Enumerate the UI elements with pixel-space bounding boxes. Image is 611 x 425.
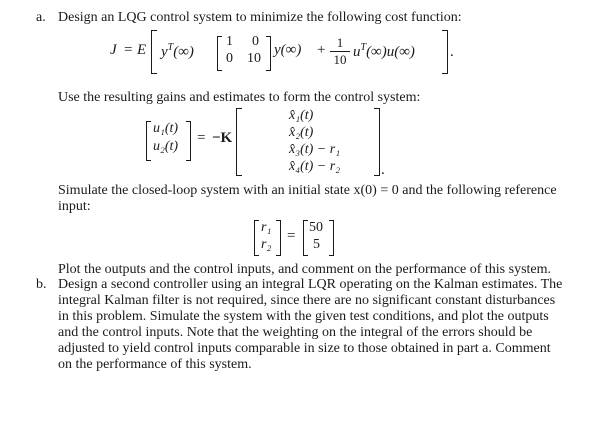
weight-matrix-left [217,36,222,71]
gain-matrix-k: −K [212,130,233,146]
control-eq: = [197,130,206,146]
u-vector-entry: u₂(t) [153,139,179,154]
simulate-line-2: input: [58,199,91,214]
reference-eq: = [287,228,296,244]
weight-matrix-cell: 0 [252,34,259,49]
r-vector-left [254,220,259,256]
plot-line: Plot the outputs and the control inputs, and comment on the performance of this system. [58,262,552,277]
cost-open-bracket [151,30,157,74]
part-b-line: in this problem. Simulate the system with the given test conditions, and plot the outputs [58,309,549,324]
r-vector-entry: r₂ [261,237,272,252]
cost-term3: $u^T(\infty)u(\infty)$ [353,42,415,60]
x-vector-left [236,108,242,176]
val-vector-entry: 5 [313,237,320,252]
part-b-line: and the control inputs. Note that the weighting on the integral of the errors should be [58,325,533,340]
x-vector-entry: x̂₂(t) [289,125,314,140]
cost-plus: + [317,42,326,58]
cost-fraction: $\frac{1}{10}$ [330,35,350,68]
val-vector-left [303,220,308,256]
cost-term1: $y^T(\infty)$ [161,42,194,60]
cost-term2: y(∞) [274,42,302,58]
weight-matrix-cell: 10 [247,51,261,66]
part-b-line: integral Kalman filter is not required, since there are no significant constant disturbances [58,293,556,308]
part-b-label: b. [36,277,47,292]
u-vector-right [186,121,191,161]
part-b-line: adjusted to yield control inputs comparable in size to those obtained in part a. Comment [58,341,551,356]
part-b-line: on the performance of this system. [58,357,252,372]
weight-matrix-cell: 0 [226,51,233,66]
part-b-line: Design a second controller using an integral LQR operating on the Kalman estimates. The [58,277,563,292]
r-vector-right [276,220,281,256]
part-a-intro: Design an LQG control system to minimize the following cost function: [58,10,462,25]
cost-lhs: J [110,42,117,58]
x-vector-entry: x̂₃(t) − r₁ [289,142,341,157]
use-gains-line: Use the resulting gains and estimates to form the control system: [58,90,421,105]
x-vector-entry: x̂₁(t) [289,108,314,123]
weight-matrix-cell: 1 [226,34,233,49]
weight-matrix-right [266,36,271,71]
simulate-line-1: Simulate the closed-loop system with an initial state x(0) = 0 and the following reference [58,183,557,198]
cost-eq: = [124,42,133,58]
x-vector-right [374,108,380,176]
part-a-label: a. [36,10,46,25]
control-end: . [381,162,385,178]
u-vector-entry: u₁(t) [153,121,179,136]
val-vector-entry: 50 [309,220,323,235]
r-vector-entry: r₁ [261,220,272,235]
x-vector-entry: x̂₄(t) − r₂ [289,159,341,174]
cost-close-bracket [442,30,448,74]
cost-end: . [450,44,454,60]
u-vector-left [146,121,151,161]
val-vector-right [329,220,334,256]
cost-expect: E [137,42,147,58]
